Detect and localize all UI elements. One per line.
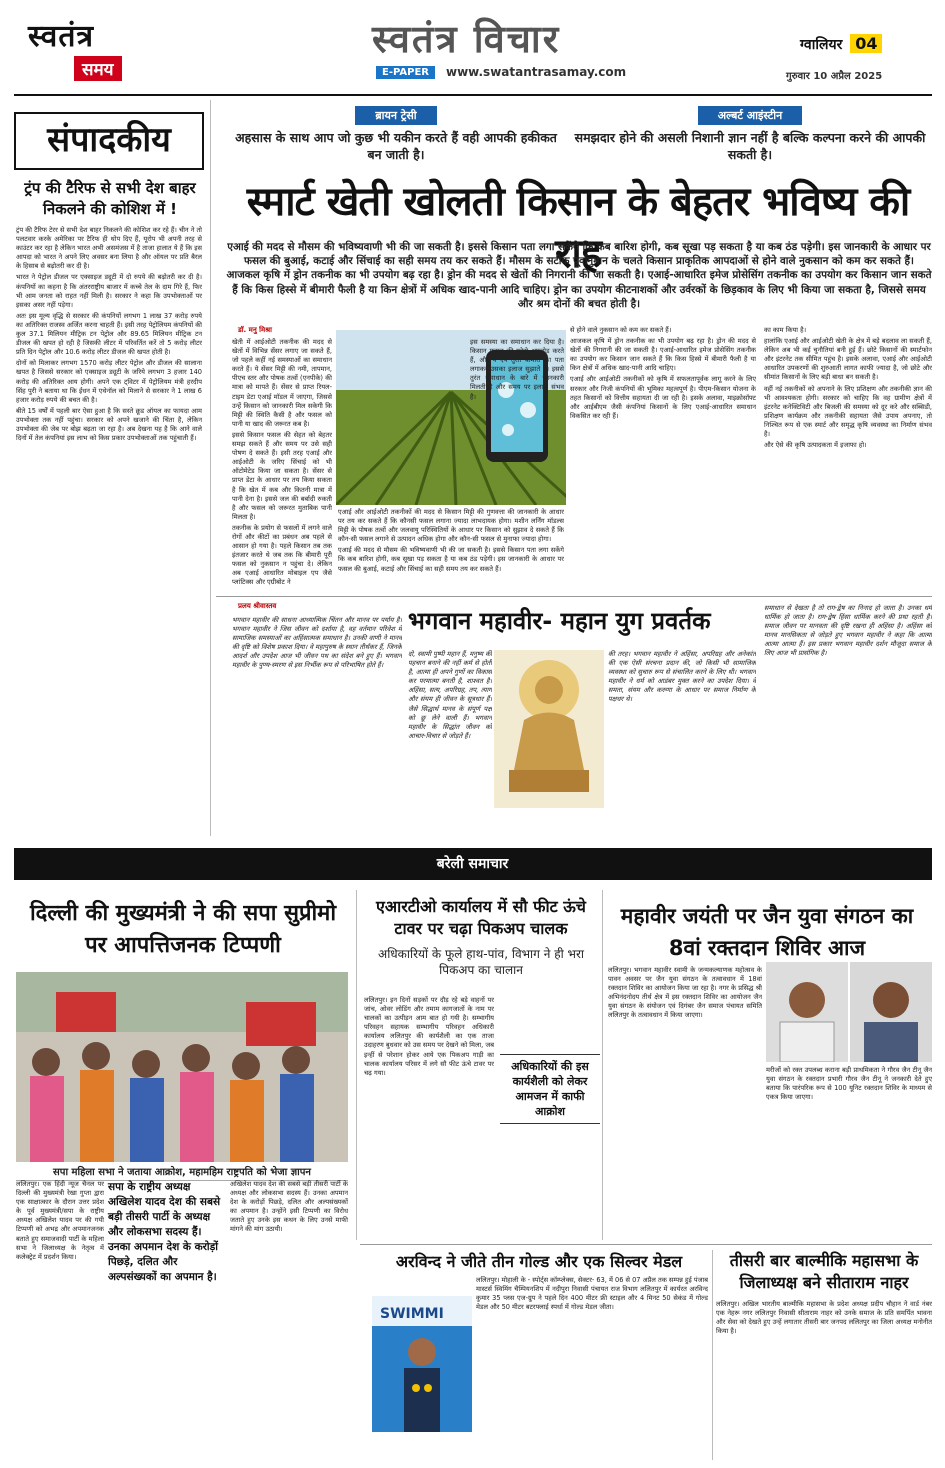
portrait-photo [850, 962, 932, 1062]
logo-line1: स्वतंत्र [28, 19, 95, 54]
mahavir-statue-image [494, 650, 604, 808]
city-name: ग्वालियर [800, 37, 843, 53]
column-divider [602, 890, 603, 1240]
delhi-pullquote: सपा के राष्ट्रीय अध्यक्ष अखिलेश यादव देश की सबसे बड़ी तीसरी पार्टी के अध्यक्ष और लोकसभा सदस्य हैं। उनका अपमान देश के करोड़ों पिछड़े, दलित और अल्पसंख्यकों का अपमान है। [108, 1181, 221, 1283]
main-para: इस समस्या का समाधान कर दिया है। किसान फसल की फोटो अपलोड करते हैं, और ये ऐप तुरंत बीमारी का पता लगाकर उसका इलाज सुझाते हैं। इससे तुरंत समाधान के बारे में जानकारी मिलती है और समय पर इलाज संभव है। [470, 338, 564, 401]
site-url[interactable]: www.swatantrasamay.com [446, 65, 627, 79]
epaper-badge: E-PAPER [376, 66, 435, 79]
valmiki-body: ललितपुर। अखिल भारतीय बाल्मीकि महासभा के प्रदेश अध्यक्ष प्रदीप चौहान ने वार्ड नंबर एक नेहरू नगर ललितपुर निवासी सीताराम नाहर को उनके समाज के प्रति समर्पित भावना और सेवा को देखते हुए उन्हें लगातार तीसरी बार जनपद ललितपुर का जिला अध्यक्ष मनोनीत किया है। [716, 1300, 932, 1336]
portrait-photo [766, 962, 848, 1062]
editorial-title: ट्रंप की टैरिफ से सभी देश बाहर निकलने की कोशिश में ! [24, 179, 196, 218]
logo-line2: समय [74, 56, 122, 81]
section-bar-label: बरेली समाचार [436, 856, 509, 872]
rto-headline: एआरटीओ कार्यालय में सौ फीट ऊंचे टावर पर चढ़ा पिकअप चालक [376, 897, 586, 938]
main-para: खेती में आईओटी तकनीक की मदद से खेतों में विभिन्न सेंसर लगाए जा सकते हैं, जो पहले कहीं नई समस्याओं का समाधान करते हैं। ये सेंसर मिट्टी की नमी, तापमान, पीएच स्तर और पोषक तत्वों (एनपीके) की मात्रा को मापते हैं। सेंसर से प्राप्त रियल-टाइम डेटा एआई मॉडल में जाएगा, जिससे उन्हें किसान को जानकारी मिल सकेगी कि मिट्टी की स्थिति कैसी है और फसल को पानी या खाद की जरूरत कब है। [232, 338, 332, 428]
main-para: हालांकि एआई और आईओटी खेती के क्षेत्र में बड़े बदलाव ला सकती हैं, लेकिन अब भी कई चुनौतियां बनी हुई हैं। छोटे किसानों की स्मार्टफोन और इंटरनेट तक सीमित पहुंच है। इसके अलावा, एआई और आईओटी आधारित उपकरणों की शुरुआती लागत काफी ज्यादा है, जो छोटे और सीमांत किसानों के लिए बड़ी बाधा बन सकती है। [764, 337, 932, 382]
banner-text: SWIMMI [380, 1306, 444, 1322]
mahavir-col-1: भगवान महावीर की साधना आध्यात्मिक चिंतन और मानव पर पर्याय है। भगवान महावीर ने जिस जीवन को दर्शाया है, वह वर्तमान परिवेश में सामाजिक समस्याओं का अहिंसात्मक समाधान है। उनकी वाणी ने मानव की दृष्टि को विशेष प्रकाश दिया। वे महापुरुष के स्थान तीर्थंकर हैं, जिनके आदर्श और उपदेश आज भी जीवन पथ का संदेश बने हुए हैं। भगवान महावीर के पुण्य-स्मरण से इस निर्भीक रूप से परिभाषित होते हैं। [232, 616, 402, 670]
quote-author: ब्रायन ट्रेसी [355, 106, 436, 125]
paper-logo [28, 14, 146, 86]
column-divider [210, 100, 211, 836]
section-rule [216, 596, 932, 597]
editorial-para: भारत ने पेट्रोल डीजल पर एक्साइज ड्यूटी में दो रुपये की बढ़ोतरी कर दी है। कंपनियों का कहना है कि अंतरराष्ट्रीय बाजार में कच्चे तेल के दाम गिरे हैं, फिर भी आम जनता को राहत नहीं मिली है। सरकार ने कहा कि उपभोक्ताओं पर इसका असर नहीं पड़ेगा। [16, 273, 202, 309]
valmiki-headline: तीसरी बार बाल्मीकि महासभा के जिलाध्यक्ष बने सीताराम नाहर [729, 1251, 919, 1292]
main-col-2 [338, 508, 564, 592]
mahavir-col-4: समाधान से देखता है तो राग-द्वेष का निनाद हो जाता है। उनका धर्म धार्मिक हो जाता है। राग-द्वेष हिंसा धार्मिक करने की प्रथा रहती है। समाज जीवन पर मानवता की दृष्टि रखना ही अहिंसा है। अहिंसा को मानव मानसिकता से जोड़ते हुए भगवान महावीर ने कहा कि आत्मा आत्मा आत्मा हैं। इस प्रकार भगवान महावीर दर्शन मौजूदा समाज के लिए आज भी प्रासंगिक है। [764, 604, 932, 658]
quote-box [570, 104, 930, 163]
jain-body-2: मरीजों को रक्त उपलब्ध कराना बड़ी प्राथमिकता ने गौरव जैन टीनू जैन युवा संगठन के रक्तदान प्रभारी गौरव जैन टीनू ने जनकारी देते हुए बताया कि पारंपरिक रूप से 100 यूनिट रक्तदान शिविर के माध्यम से एकत्र किया जाएगा। [766, 1066, 932, 1102]
main-para: इससे किसान फसल की सेहत को बेहतर समझ सकते हैं और समय पर उसे सही पोषण दे सकते हैं। इसी तरह एआई और आईओटी के जरिए सिंचाई को भी ऑटोमेटेड किया जा सकता है। सेंसर से प्राप्त डेटा के आधार पर तय किया सकता है कि खेत में कब और कितनी मात्रा में पानी देना है। इससे जल की बर्बादी रुकती है और फसल को जरूरत मुताबिक पानी मिलता है। [232, 430, 332, 521]
edition-city [800, 34, 882, 54]
protest-photo [16, 972, 348, 1162]
delhi-body-2: अखिलेश यादव देश की सबसे बड़ी तीसरी पार्टी के अध्यक्ष और लोकसभा सदस्य हैं। उनका अपमान देश के करोड़ों पिछड़े, दलित और अल्पसंख्यकों का अपमान है। उन्होंने इसी टिप्पणी का विरोध जताते हुए उनके इस कथन के लिए उनसे माफी मांगने की मांग उठायी। [230, 1180, 348, 1234]
jain-headline: महावीर जयंती पर जैन युवा संगठन का 8वां रक्तदान शिविर आज [620, 904, 914, 960]
mahavir-col-3: की तरह। भगवान महावीर ने अहिंसा, अपरिग्रह और अनेकांत की एक ऐसी संरचना प्रदान की, जो किसी भी सामाजिक व्यवस्था को सुचारु रूप से संचालित करने के लिए थी। भगवान महावीर ने धर्म को आडंबर मुक्त करने का उपदेश दिया। वे समता, संयम और करुणा के आधार पर समाज निर्माण के पक्षधर थे। [608, 650, 756, 704]
main-para: का काम किया है। [764, 326, 807, 334]
quote-box [226, 104, 566, 163]
main-intro: एआई की मदद से मौसम की भविष्यवाणी भी की जा सकती है। इससे किसान पता लगा सकेंगे कि कब बारिश होगी, कब सूखा पड़ सकता है या कब ठंड पड़ेगी। इस जानकारी के आधार पर फसल की बुआई, कटाई और सिंचाई का सही समय तय कर सकते हैं। मौसम के सटीक पूर्वानुमान के चलते किसान प्राकृतिक आपदाओं से होने वाले नुकसान को कम कर सकते हैं। आजकल कृषि में ड्रोन तकनीक का भी उपयोग बढ़ रहा है। ड्रोन की मदद से खेतों की निगरानी की जा सकती है। एआई-आधारित इमेज प्रोसेसिंग तकनीक का उपयोग कर किसान जान सकते हैं कि किस हिस्से में बीमारी फैली है या किन क्षेत्रों में अधिक खाद-पानी आदि चाहिए। ड्रोन का उपयोग कीटनाशकों और उर्वरकों के छिड़काव के लिए भी किया जा सकता है, जिससे समय और श्रम दोनों की बचत होती है। [226, 241, 932, 310]
main-para: एआई और आईओटी तकनीकों को कृषि में सफलतापूर्वक लागू करने के लिए सरकार और निजी कंपनियों की भूमिका महत्वपूर्ण है। पीएम-किसान योजना के तहत किसानों को वित्तीय सहायता दी जा रही है। इसके अलावा, माइक्रोसॉफ्ट और आईबीएम जैसी कंपनियां किसानों के लिए एआई-आधारित समाधान विकसित कर रही हैं। [570, 375, 756, 420]
column-divider [712, 1250, 713, 1460]
mahavir-byline: प्रलय श्रीवास्तव [238, 602, 277, 610]
quote-author: अल्बर्ट आइंस्टीन [698, 106, 802, 125]
arvind-headline: अरविन्द ने जीते तीन गोल्ड और एक सिल्वर मेडल [395, 1252, 683, 1271]
delhi-body-1: ललितपुर। एक हिंदी न्यूज चैनल पर दिल्ली की मुख्यमंत्री रेखा गुप्ता द्वारा एक साक्षात्कार के दौरान उत्तर प्रदेश के पूर्व मुख्यमंत्री/सपा के राष्ट्रीय अध्यक्ष अखिलेश यादव पर की गयी टिप्पणी को अभद्र और अपमानजनक बताते हुए समाजवादी पार्टी के महिला सभा ने जिलाध्यक्ष के नेतृत्व में कलेक्ट्रेट में प्रदर्शन किया। [16, 1180, 104, 1261]
main-col-4 [764, 326, 932, 592]
main-para: और ऐसे की कृषि उत्पादकता में इजाफा हो। [764, 441, 867, 450]
mahavir-col-2: दो, स्वामी पुष्पी महान हैं, मनुष्य की पहचान बनाने की नहीं कर्म से होती है, आत्मा ही अपने गुणों का विकास कर परमात्मा बनती है, शाश्वत है। अहिंसा, सत्य, अपरिग्रह, तप, त्याग और संयम ही जीवन के सूत्रधार हैं। जैसे सिद्धार्थ मानव के संपूर्ण पक्ष को छू लेने वाली हैं। भगवान महावीर के सिद्धांत जीवन को आचार-विचार से जोड़ते हैं। [408, 650, 492, 740]
section-rule [360, 1244, 932, 1245]
paper-name: स्वतंत्र विचार [372, 17, 561, 61]
page-number: 04 [850, 34, 882, 53]
delhi-caption: सपा महिला सभा ने जताया आक्रोश, महामहिम राष्ट्रपति को भेजा ज्ञापन [16, 1164, 348, 1181]
quote-text: अहसास के साथ आप जो कुछ भी यकीन करते हैं वही आपकी हकीकत बन जाती है। [235, 130, 557, 162]
main-col-3 [570, 326, 756, 592]
swimmer-photo [372, 1296, 472, 1432]
editorial-para: अतः इस मूल्य वृद्धि से सरकार की कंपनियों लगभग 1 लाख 37 करोड़ रुपये का अतिरिक्त राजस्व अर्जित करना चाहती हैं। इसी तरह पेट्रोलियम कंपनियों की कुल 37.1 मिलियन मीट्रिक टन पेट्रोल और 89.65 मिलियन मीट्रिक टन डीजल की खपत हो रही है जिसकी लीटर में परिवर्तित करें तो 5 करोड़ लीटर प्रति दिन पेट्रोल और 10.6 करोड़ लीटर डीजल की खपत होती है। [16, 311, 202, 357]
main-para: तकनीक के प्रयोग से फसलों में लगने वाले रोगों और कीटों का प्रबंधन अब पहले से आसान हो गया है। पहले किसान तब तक इंतजार करते थे जब तक कि बीमारी पूरी फसल को नुकसान न पहुंचा दे। लेकिन अब एआई आधारित मोबाइल एप जैसे प्लांटिक्स और एग्रीबोट ने [232, 523, 332, 587]
main-col-1 [232, 338, 332, 592]
main-col-2a [470, 338, 564, 504]
main-para: एआई और आईओटी तकनीकों की मदद से किसान मिट्टी की गुणवत्ता की जानकारी के आधार पर तय कर सकते हैं कि कौनसी फसल लगाना ज्यादा लाभदायक होगा। मशीन लर्निंग मॉडल्स मिट्टी के पोषक तत्वों और जलवायु परिस्थितियों के आधार पर किसान को सुझाव दे सकते हैं कि कौन-सी फसल लगाने से उत्पादन अधिक होगा और कौन-सी फसल से मुनाफा ज्यादा होगा। [338, 508, 564, 544]
issue-date: गुरुवार 10 अप्रैल 2025 [786, 71, 883, 82]
editorial-para: ट्रंप की टैरिफ टेरर से सभी देश बाहर निकलने की कोशिश कर रहे हैं। चीन ने तो पलटवार करके अमेरिका पर टैरिफ ही थोप दिए हैं, यूरोप भी अपनी तरह से काउंटर कर रहा है लेकिन भारत अभी असमंजस में है ताजा हालात ये हैं कि इस आपदा को भारत ने अपने लिए अवसर बना लिया है और ऑयल पर प्रति बैरल के हिसाब से बढ़ोतरी कर दी है। [16, 226, 202, 271]
column-divider [356, 890, 357, 1240]
main-para: वहीं नई तकनीकों को अपनाने के लिए प्रशिक्षण और तकनीकी ज्ञान की भी आवश्यकता होगी। सरकार को चाहिए कि वह ग्रामीण क्षेत्रों में इंटरनेट कनेक्टिविटी और बिजली की समस्या को दूर करे और सब्सिडी, प्रशिक्षण कार्यक्रम और तकनीकी सहायता जैसे उपाय अपनाए, तो निश्चित रूप से एक स्मार्ट और समृद्ध कृषि व्यवस्था का निर्माण संभव है। [764, 384, 932, 439]
main-para: आजकल कृषि में ड्रोन तकनीक का भी उपयोग बढ़ रहा है। ड्रोन की मदद से खेतों की निगरानी की जा सकती है। एआई-आधारित इमेज प्रोसेसिंग तकनीक का उपयोग कर किसान जान सकते हैं कि किस हिस्से में बीमारी फैली है या किन क्षेत्रों में अधिक खाद-पानी आदि चाहिए। [570, 337, 756, 373]
quote-text: समझदार होने की असली निशानी ज्ञान नहीं है बल्कि कल्पना करने की आपकी सकती है। [574, 130, 926, 162]
rto-body: ललितपुर। इन दिनों सड़कों पर दौड़ रहे बड़े वाहनों पर जांच, ओवर लोडिंग और तमाम कागजातों के नाम पर चालकों का उत्पीड़न आम बात हो गयी है। सम्भागीय परिवहन सहायक सम्भागीय परिवहन अधिकारी कार्यालय ललितपुर की कार्यशैली का एक ताजा उदाहरण बुधवार को उस समय पर देखने को मिला, जब इन्हीं से परेशान होकर आये एक पिकअप गाड़ी का चालक कार्यालय परिसर में लगे सौ फीट ऊंचे टावर पर चढ़ गया। [364, 996, 494, 1077]
main-para: से होने वाले नुकसान को कम कर सकते हैं। [570, 326, 672, 334]
rto-subheadline: अधिकारियों के फूले हाथ-पांव, विभाग ने ही भरा पिकअप का चालान [378, 947, 584, 977]
editorial-body [16, 226, 202, 826]
main-para: एआई की मदद से मौसम की भविष्यवाणी भी की जा सकती है। इससे किसान पता लगा सकेंगे कि कब बारिश होगी, कब सूखा पड़ सकता है या कब ठंड पड़ेगी। इस जानकारी के आधार पर फसल की बुआई, कटाई और सिंचाई का सही समय तय कर सकते हैं। [338, 546, 564, 573]
delhi-headline: दिल्ली की मुख्यमंत्री ने की सपा सुप्रीमो पर आपत्तिजनक टिप्पणी [29, 901, 337, 958]
main-byline: डॉ. मनु मिश्रा [238, 326, 272, 334]
editorial-heading: संपादकीय [14, 112, 204, 170]
editorial-para: दोनों को मिलाकर लगभग 1570 करोड़ लीटर पेट्रोल और डीजल की सालाना खपत है जिससे सरकार को एक्साइज ड्यूटी के जरिये लगभग 3 हजार 140 करोड़ की अतिरिक्त आय होगी। अपने एक ट्विटर में पेट्रोलियम मंत्री हरदीप सिंह पुरी ने बताया था कि ईंधन में एथेनॉल को मिलाने से सरकार ने 1 लाख 6 हजार करोड़ रुपये की बचत की है। [16, 359, 202, 404]
jain-body-1: ललितपुर। भगवान महावीर स्वामी के जन्मकल्याणक महोत्सव के पावन अवसर पर जैन युवा संगठन के तत्वावधान में 18वां रक्तदान शिविर का आयोजन किया जा रहा है। नगर के प्रसिद्ध श्री अभिनंदनोदय तीर्थ क्षेत्र में इस रक्तदान शिविर का आयोजन जैन युवा संगठन के संयोजन एवं दिगंबर जैन समाज पंचायत समिति ललितपुर के तत्वावधान में किया जाएगा। [608, 966, 762, 1020]
masthead-rule [14, 94, 932, 96]
rto-pullquote: अधिकारियों की इस कार्यशैली को लेकर आमजन में काफी आक्रोश [500, 1054, 600, 1124]
main-headline: स्मार्ट खेती खोलती किसान के बेहतर भविष्य की राह [246, 179, 910, 277]
mahavir-headline: भगवान महावीर- महान युग प्रवर्तक [408, 607, 711, 635]
editorial-para: बीते 15 वर्षों में पहली बार ऐसा हुआ है कि सस्ते क्रूड ऑयल का फायदा आम उपभोक्ता तक नहीं पहुंचा। सरकार को अपने खजाने की चिंता है, लेकिन उपभोक्ता की जेब पर बोझ बढ़ता जा रहा है। अब देखना यह है कि आने वाले दिनों में तेल कंपनियां इस लाभ को किस प्रकार उपभोक्ताओं तक पहुंचाती हैं। [16, 406, 202, 443]
arvind-body: ललितपुर। मोहाली के - स्पोर्ट्स कॉम्प्लेक्स, सेक्टर- 63, में 06 से 07 अप्रैल तक सम्पन्न हुई पंजाब मास्टर्स स्विमिंग चैम्पियनशिप में नदीपुरा निवासी पंचायत राज विभाग ललितपुर में कार्यरत अरविन्द कुमार 35 प्लस एज-ग्रुप ने पहले दिन 400 मीटर फ्री स्टाइल और 4 मिनट 50 सेकंड में गोल्ड मेडल और 50 मीटर बटरफ्लाई स्पर्धा में गोल्ड मेडल जीता। [476, 1276, 708, 1312]
